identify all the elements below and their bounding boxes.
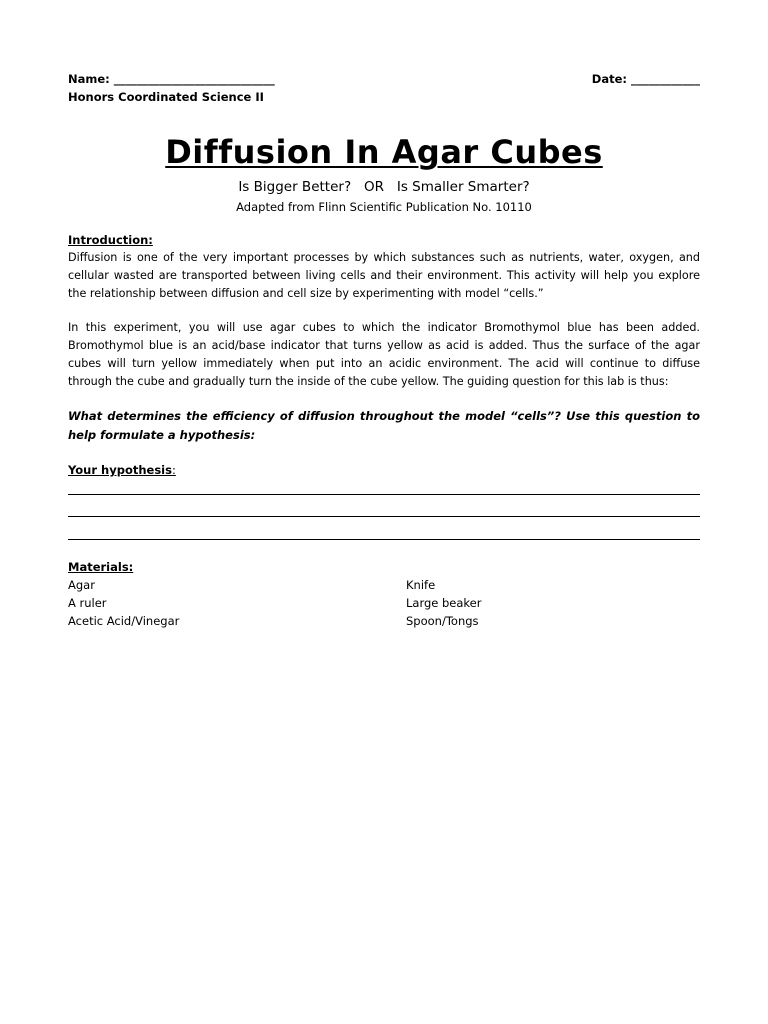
hypothesis-heading: Your hypothesis:	[68, 463, 176, 477]
material-item: Acetic Acid/Vinegar	[68, 614, 180, 628]
hypothesis-answer-line[interactable]	[68, 494, 700, 495]
name-field-label: Name: ____________________________	[68, 72, 275, 86]
materials-list	[68, 576, 700, 636]
hypothesis-answer-line[interactable]	[68, 516, 700, 517]
material-item: Spoon/Tongs	[406, 614, 479, 628]
subtitle: Is Bigger Better? OR Is Smaller Smarter?	[238, 179, 530, 195]
introduction-heading: Introduction:	[68, 233, 153, 247]
introduction-paragraph-1: Diffusion is one of the very important processes by which substances such as nutrients, water, oxygen, and cellular wasted are transported between living cells and their environment. This activity will help you explore the relationship between diffusion and cell size by experimenting with model “cells.”	[68, 251, 700, 300]
hypothesis-answer-line[interactable]	[68, 539, 700, 540]
source-citation: Adapted from Flinn Scientific Publication No. 10110	[236, 200, 532, 214]
hypothesis-heading-text: Your hypothesis	[68, 463, 172, 477]
material-item: Large beaker	[406, 596, 482, 610]
course-name: Honors Coordinated Science II	[68, 90, 264, 104]
introduction-paragraph-2: In this experiment, you will use agar cubes to which the indicator Bromothymol blue has been added. Bromothymol blue is an acid/base indicator that turns yellow as acid is added. Thus the surface of the agar cubes will turn yellow immediately when put into an acidic environment. The acid will continue to diffuse through the cube and gradually turn the inside of the cube yellow. The guiding question for this lab is thus:	[68, 321, 700, 388]
page-title: Diffusion In Agar Cubes	[165, 133, 603, 171]
date-field-label: Date: ____________	[591, 72, 700, 86]
material-item: Agar	[68, 578, 95, 592]
materials-column-left	[68, 576, 179, 630]
worksheet-page	[68, 70, 700, 636]
materials-column-right	[406, 576, 482, 630]
material-item: Knife	[406, 578, 436, 592]
material-item: A ruler	[68, 596, 107, 610]
guiding-question: What determines the efficiency of diffusion throughout the model “cells”? Use this question to help formulate a hypothesis:	[68, 409, 700, 442]
materials-heading: Materials:	[68, 560, 134, 574]
header-row	[68, 70, 700, 88]
